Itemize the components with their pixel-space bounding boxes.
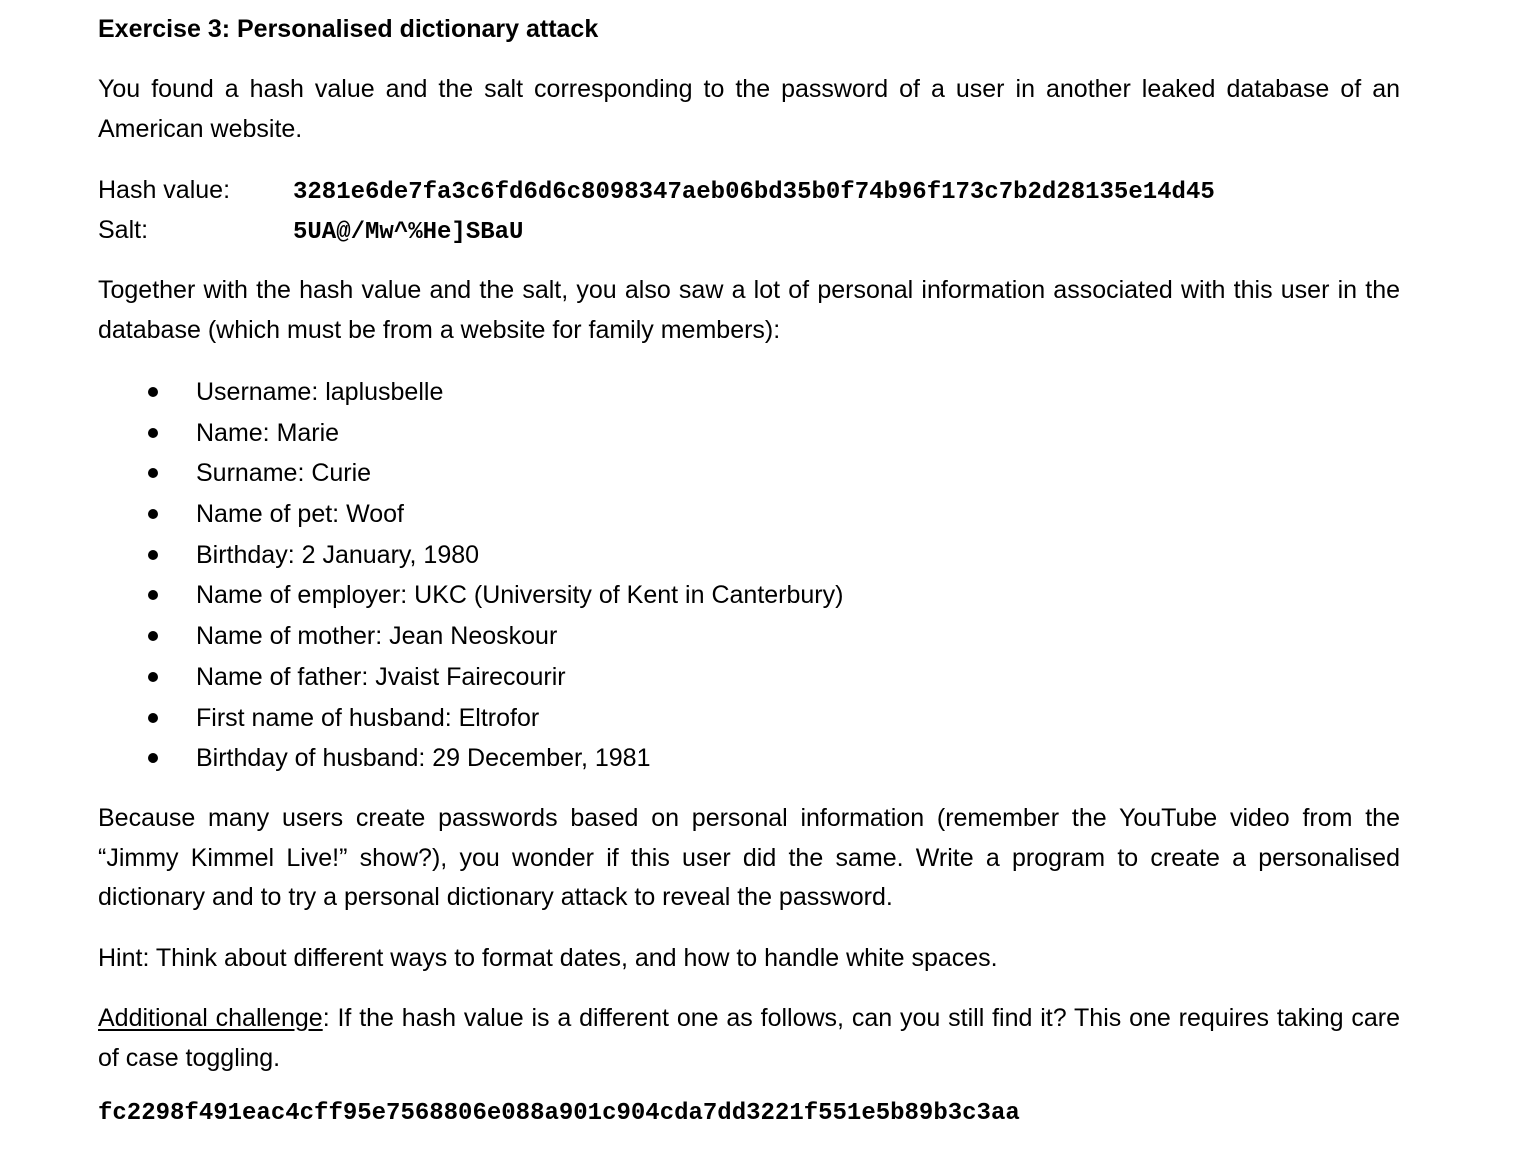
bullet-icon — [148, 468, 158, 478]
hint-paragraph: Hint: Think about different ways to format dates, and how to handle white spaces. — [98, 944, 998, 972]
salt-label: Salt: — [98, 216, 149, 244]
list-item-text: Username: laplusbelle — [196, 378, 444, 406]
context-paragraph: Together with the hash value and the salt, you also saw a lot of personal information associated with this user in the database (which must be from a website for family members): — [98, 276, 1400, 344]
hash-value-label: Hash value: — [98, 176, 231, 204]
bullet-icon — [148, 550, 158, 560]
bullet-icon — [148, 590, 158, 600]
bullet-icon — [148, 713, 158, 723]
salt-row — [98, 214, 523, 249]
task-paragraph: Because many users create passwords based on personal information (remember the YouTube video from the “Jimmy Kimmel Live!” show?), you wonder if this user did the same. Write a program to create a personalised dictionary and to try a personal dictionary attack to reveal the password. — [98, 804, 1400, 911]
salt-value: 5UA@/Mw^%He]SBaU — [293, 219, 524, 246]
list-item — [98, 535, 843, 576]
list-item-text: Birthday of husband: 29 December, 1981 — [196, 744, 651, 773]
hash-value-row — [98, 174, 1215, 209]
list-item-text: Surname: Curie — [196, 459, 372, 488]
challenge-paragraph — [98, 999, 1400, 1078]
exercise-title: Exercise 3: Personalised dictionary attack — [98, 15, 599, 43]
list-item-text: Birthday: 2 January, 1980 — [196, 540, 480, 569]
challenge-text: : If the hash value is a different one as follows, can you still find it? This one requires taking care of case toggling. — [98, 1004, 1401, 1072]
list-item — [98, 453, 843, 494]
list-item-text: Name of mother: Jean Neoskour — [196, 622, 558, 651]
bullet-icon — [148, 428, 158, 438]
list-item-text: Name of employer: UKC (University of Kent in Canterbury) — [196, 581, 844, 610]
bullet-icon — [148, 753, 158, 763]
challenge-label: Additional challenge — [98, 1004, 323, 1032]
list-item-text: Name of father: Jvaist Fairecourir — [196, 662, 566, 691]
list-item — [98, 494, 843, 535]
list-item — [98, 372, 843, 413]
bullet-icon — [148, 387, 158, 397]
list-item — [98, 413, 843, 454]
bullet-icon — [148, 672, 158, 682]
list-item — [98, 698, 843, 739]
list-item — [98, 616, 843, 657]
intro-paragraph: You found a hash value and the salt corresponding to the password of a user in another leaked database of an American website. — [98, 75, 1400, 143]
list-item-text: Name: Marie — [196, 418, 340, 447]
challenge-hash-value: fc2298f491eac4cff95e7568806e088a901c904cda7dd3221f551e5b89b3c3aa — [98, 1100, 1020, 1127]
list-item — [98, 738, 843, 779]
list-item — [98, 575, 843, 616]
list-item-text: Name of pet: Woof — [196, 500, 404, 529]
list-item — [98, 657, 843, 698]
hash-value: 3281e6de7fa3c6fd6d6c8098347aeb06bd35b0f74b96f173c7b2d28135e14d45 — [293, 179, 1215, 206]
personal-info-list — [98, 372, 843, 779]
bullet-icon — [148, 631, 158, 641]
list-item-text: First name of husband: Eltrofor — [196, 703, 540, 732]
bullet-icon — [148, 509, 158, 519]
